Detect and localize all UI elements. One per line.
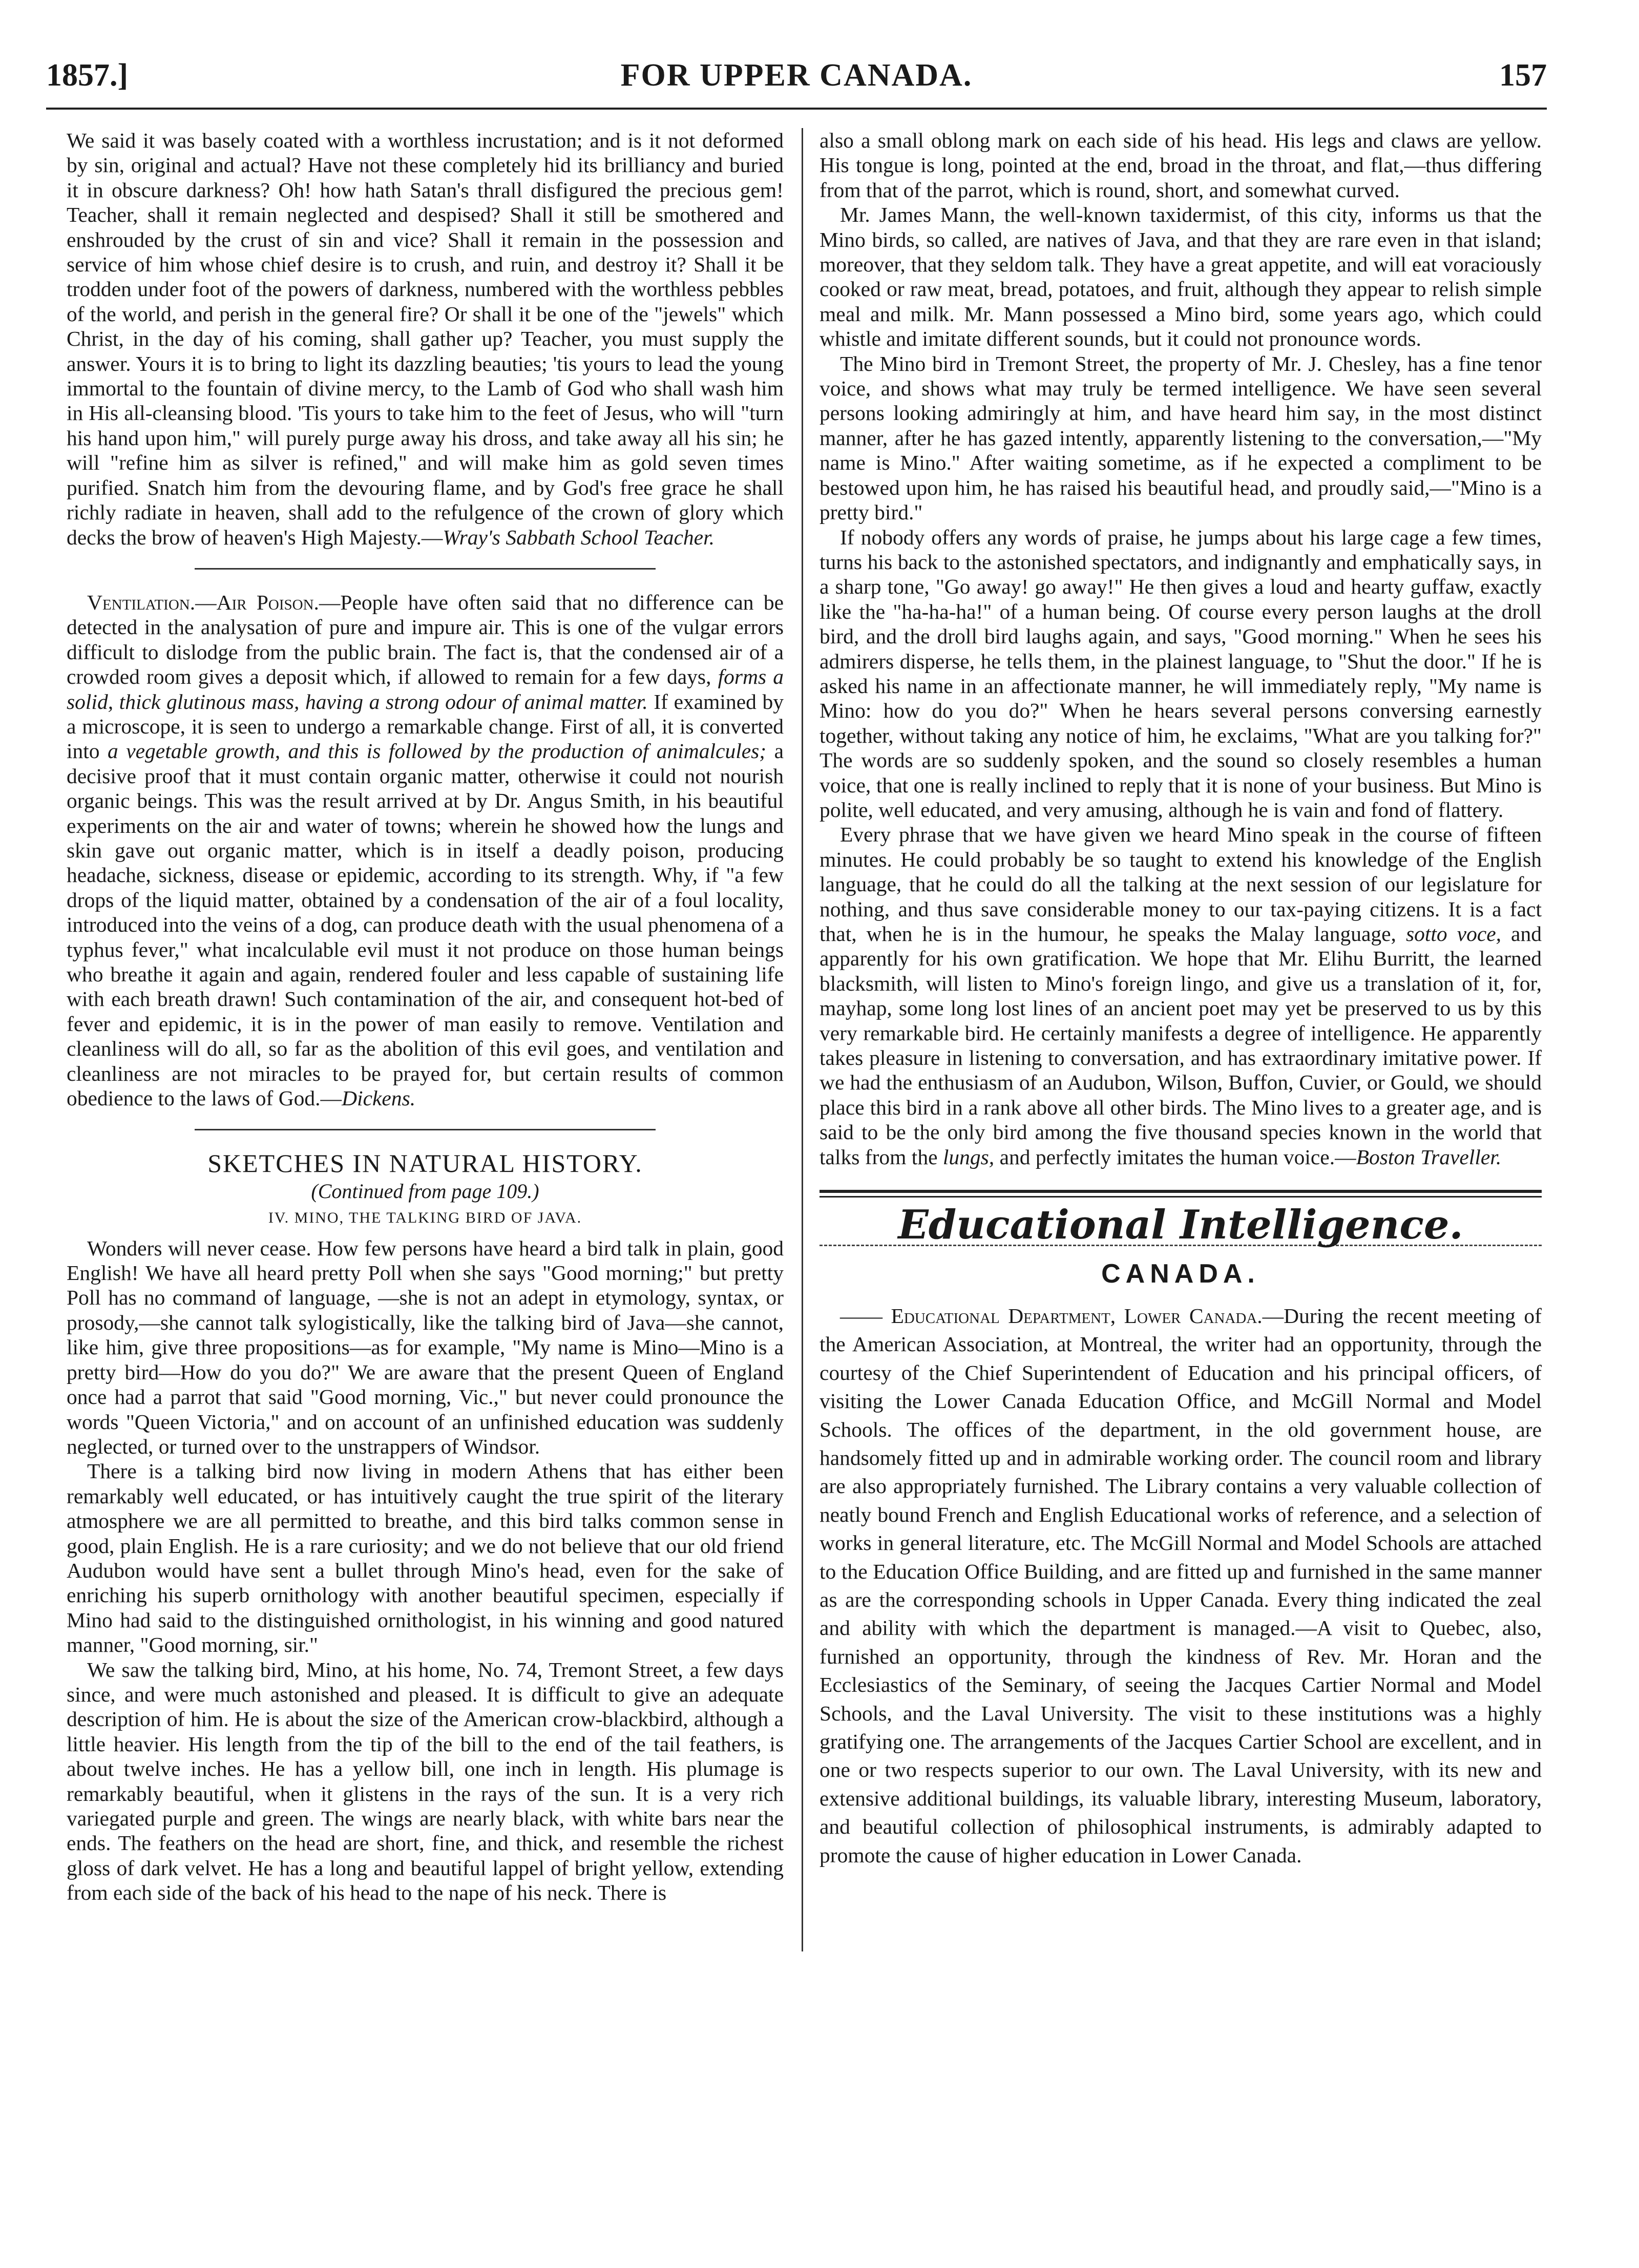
header-page-number: 157	[1499, 58, 1547, 93]
section-rule-thick	[820, 1190, 1542, 1193]
educational-intelligence-title: Educational Intelligence.	[898, 1202, 1463, 1249]
education-article: —— Educational Department, Lower Canada.—During the recent meeting of the American Association, at Montreal, the writer had an opportunity, through the courtesy of the Chief Superintendent of Education and his principal officers, of visiting the Lower Canada Education Office, and McGill Normal and Model Schools. The offices of the department, in the old government house, are handsomely fitted up and in admirable working order. The council room and library are also appropriately furnished. The Library contains a very valuable collection of neatly bound French and English Educational works of reference, and a selection of works in general literature, etc. The McGill Normal and Model Schools are attached to the Education Office Building, and are fitted up and furnished in the same manner as are the corresponding schools in Upper Canada. Every thing indicated the zeal and ability with which the department is managed.—A visit to Quebec, also, furnished an opportunity, through the kindness of Rev. Mr. Horan and the Ecclesiastics of the Seminary, of seeing the Jacques Cartier Normal and Model Schools, and the Laval University. The visit to these institutions was a highly gratifying one. The arrangements of the Jacques Cartier School are excellent, and in one or two respects superior to our own. The Laval University, with its new and extensive additional buildings, its valuable library, interesting Museum, laboratory, and beautiful collection of philosophical instruments, is admirably adapted to promote the cause of higher education in Lower Canada.	[820, 1304, 1542, 1867]
ventilation-heading: Ventilation.—Air Poison.	[87, 590, 319, 614]
sermon-paragraph: We said it was basely coated with a worthless incrustation; and is it not deformed by sin, original and actual? Have not these completely hid its brilliancy and buried it in obscure darkness? Oh! how hath Satan's thrall disfigured the precious gem! Teacher, shall it remain neglected and despised? Shall it still be smothered and enshrouded by the crust of sin and vice? Shall it remain in the possession and service of him whose chief desire is to crush, and ruin, and destroy it? Shall it be trodden under foot of the powers of darkness, numbered with the worthless pebbles of the world, and perish in the general fire? Or shall it be one of the "jewels" which Christ, in the day of his coming, shall gather up? Teacher, you must supply the answer. Yours it is to bring to light its dazzling beauties; 'tis yours to lead the young immortal to the fountain of divine mercy, to the Lamb of God who shall wash him in His all-cleansing blood. 'Tis yours to take him to the feet of Jesus, who will "turn his hand upon him," will purely purge away his dross, and take away all his sin; he will "refine him as silver is refined," and will make him as gold seven times purified. Snatch him from the devouring flame, and by God's free grace he shall richly radiate in heaven, shall add to the refulgence of the crown of glory which decks the brow of heaven's High Majesty.—Wray's Sabbath School Teacher.	[67, 129, 784, 549]
sketches-paragraph-3: We saw the talking bird, Mino, at his home, No. 74, Tremont Street, a few days since, and were much astonished and pleased. It is difficult to give an adequate description of him. He is about the size of the American crow-blackbird, although a little heavier. His length from the tip of the bill to the end of the tail feathers, is about twelve inches. He has a yellow bill, one inch in length. His plumage is remarkably beautiful, when it glistens in the rays of the sun. It is a very rich variegated purple and green. The wings are nearly black, with white bars near the ends. The feathers on the head are short, fine, and thick, and resemble the richest gloss of dark velvet. He has a long and beautiful lappel of bright yellow, extending from each side of the back of his head to the nape of his neck. There is	[67, 1657, 784, 1905]
sketches-subtitle: IV. MINO, THE TALKING BIRD OF JAVA.	[268, 1209, 582, 1227]
education-heading: Educational Department, Lower Canada.	[891, 1304, 1263, 1328]
mino-paragraph-5: Every phrase that we have given we heard Mino speak in the course of fifteen minutes. He could probably be so taught to extend his knowledge of the English language, that he could do all the talking at the next session of our legislature for nothing, and thus save considerable money to our tax-paying citizens. It is a fact that, when he is in the humour, he speaks the Malay language, sotto voce, and apparently for his own gratification. We hope that Mr. Elihu Burritt, the learned blacksmith, will listen to Mino's foreign lingo, and give us a translation of it, for, mayhap, some long lost lines of an ancient poet may yet be preserved to us by this very remarkable bird. He certainly manifests a degree of intelligence. He apparently takes pleasure in listening to conversation, and has extraordinary imitative power. If we had the enthusiasm of an Audubon, Wilson, Buffon, Cuvier, or Gould, we should place this bird in a rank above all other birds. The Mino lives to a greater age, and is said to be the only bird among the five thousand species known in the world that talks from the lungs, and perfectly imitates the human voice.—Boston Traveller.	[820, 823, 1542, 1169]
mino-paragraph-4: If nobody offers any words of praise, he jumps about his large cage a few times, turns his back to the astonished spectators, and indignantly and emphatically says, in a sharp tone, "Go away! go away!" He then gives a loud and hearty guffaw, exactly like the "ha-ha-ha!" of a human being. Of course every person laughs at the droll bird, and the droll bird laughs again, and says, "Good morning." When he sees his admirers disperse, he tells them, in the plainest language, to "Shut the door." If he is asked his name in an affectionate manner, he will immediately reply, "My name is Mino: how do you do?" When he hears several persons conversing earnestly together, without taking any notice of him, he exclaims, "What are you talking for?" The words are so suddenly spoken, and the sound so closely resembles a human voice, that one is really inclined to reply that it is none of your business. But Mino is polite, well educated, and very amusing, although he is vain and fond of flattery.	[820, 525, 1542, 822]
ventilation-article: Ventilation.—Air Poison.—People have often said that no difference can be detected in the analysation of pure and impure air. This is one of the vulgar errors difficult to dislodge from the public brain. The fact is, that the condensed air of a crowded room gives a deposit which, if allowed to remain for a few days, forms a solid, thick glutinous mass, having a strong odour of animal matter. If examined by a microscope, it is seen to undergo a remarkable change. First of all, it is converted into a vegetable growth, and this is followed by the production of animalcules; a decisive proof that it must contain organic matter, otherwise it could not nourish organic beings. This was the result arrived at by Dr. Angus Smith, in his beautiful experiments on the air and water of towns; wherein he showed how the lungs and skin gave out organic matter, which is in itself a deadly poison, producing headache, sickness, disease or epidemic, according to its strength. Why, if "a few drops of the liquid matter, obtained by a condensation of the air of a foul locality, introduced into the veins of a dog, can produce death with the usual phenomena of a typhus fever," what incalculable evil must it not produce on those human beings who breathe it again and again, rendered fouler and less capable of sustaining life with each breath drawn! Such contamination of the air, and consequent hot-bed of fever and epidemic, it is in the power of man easily to remove. Ventilation and cleanliness will do all, so far as the abolition of this evil goes, and ventilation and cleanliness are not miracles to be prayed for, but certain results of common obedience to the laws of God.—Dickens.	[67, 590, 784, 1110]
section-rule-thin	[820, 1196, 1542, 1198]
header-title: FOR UPPER CANADA.	[620, 58, 973, 93]
separator-rule	[195, 568, 656, 570]
sketches-title: SKETCHES IN NATURAL HISTORY.	[207, 1149, 643, 1178]
mino-source: Boston Traveller.	[1356, 1145, 1502, 1169]
sketches-continued: (Continued from page 109.)	[311, 1179, 539, 1203]
column-divider	[802, 128, 803, 1951]
mino-paragraph-1: also a small oblong mark on each side of his head. His legs and claws are yellow. His tongue is long, pointed at the end, broad in the throat, and flat,—thus differing from that of the parrot, which is round, short, and somewhat curved.	[820, 129, 1542, 202]
header-rule	[46, 108, 1547, 110]
sketches-paragraph-1: Wonders will never cease. How few persons have heard a bird talk in plain, good English! We have all heard pretty Poll when she says "Good morning;" but pretty Poll has no command of language, —she is not an adept in etymology, syntax, or prosody,—she cannot talk sylogistically, like the talking bird of Java—she cannot, like him, give three propositions—as for example, "My name is Mino—Mino is a pretty bird—How do you do?" We are aware that the present Queen of England once had a parrot that said "Good morning, Vic.," but never could pronounce the words "Queen Victoria," and on account of an unfinished education was suddenly neglected, or turned over to the unstrappers of Windsor.	[67, 1236, 784, 1458]
canada-heading: CANADA.	[1101, 1259, 1260, 1289]
ventilation-source: Dickens.	[342, 1086, 416, 1110]
mino-paragraph-3: The Mino bird in Tremont Street, the property of Mr. J. Chesley, has a fine tenor voice, and shows what may truly be termed intelligence. We have seen several persons looking admiringly at him, and have heard him say, in the most distinct manner, after he has gazed intently, apparently listening to the conversation,—"My name is Mino." After waiting sometime, as if he expected a compliment to be bestowed upon him, he has raised his beautiful head, and proudly said,—"Mino is a pretty bird."	[820, 351, 1542, 524]
left-column	[67, 128, 784, 1905]
sermon-source: Wray's Sabbath School Teacher.	[443, 525, 715, 549]
right-column	[820, 128, 1542, 1870]
header-year: 1857.]	[46, 58, 129, 93]
page-header	[46, 57, 1547, 114]
mino-paragraph-2: Mr. James Mann, the well-known taxidermist, of this city, informs us that the Mino birds, so called, are natives of Java, and that they are rare even in that island; moreover, that they seldom talk. They have a great appetite, and will eat voraciously cooked or raw meat, bread, potatoes, and fruit, although they appear to relish simple meal and milk. Mr. Mann possessed a Mino bird, some years ago, which could whistle and imitate different sounds, but it could not pronounce words.	[820, 203, 1542, 351]
sketches-paragraph-2: There is a talking bird now living in modern Athens that has either been remarkably well educated, or has intuitively caught the true spirit of the literary atmosphere we are all permitted to breathe, and this bird talks common sense in good, plain English. He is a rare curiosity; and we do not believe that our old friend Audubon would have sent a bullet through Mino's head, even for the sake of enriching his superb ornithology with another beautiful specimen, especially if Mino had said to the distinguished ornithologist, in his winning and good natured manner, "Good morning, sir."	[67, 1459, 784, 1657]
separator-rule	[195, 1129, 656, 1130]
